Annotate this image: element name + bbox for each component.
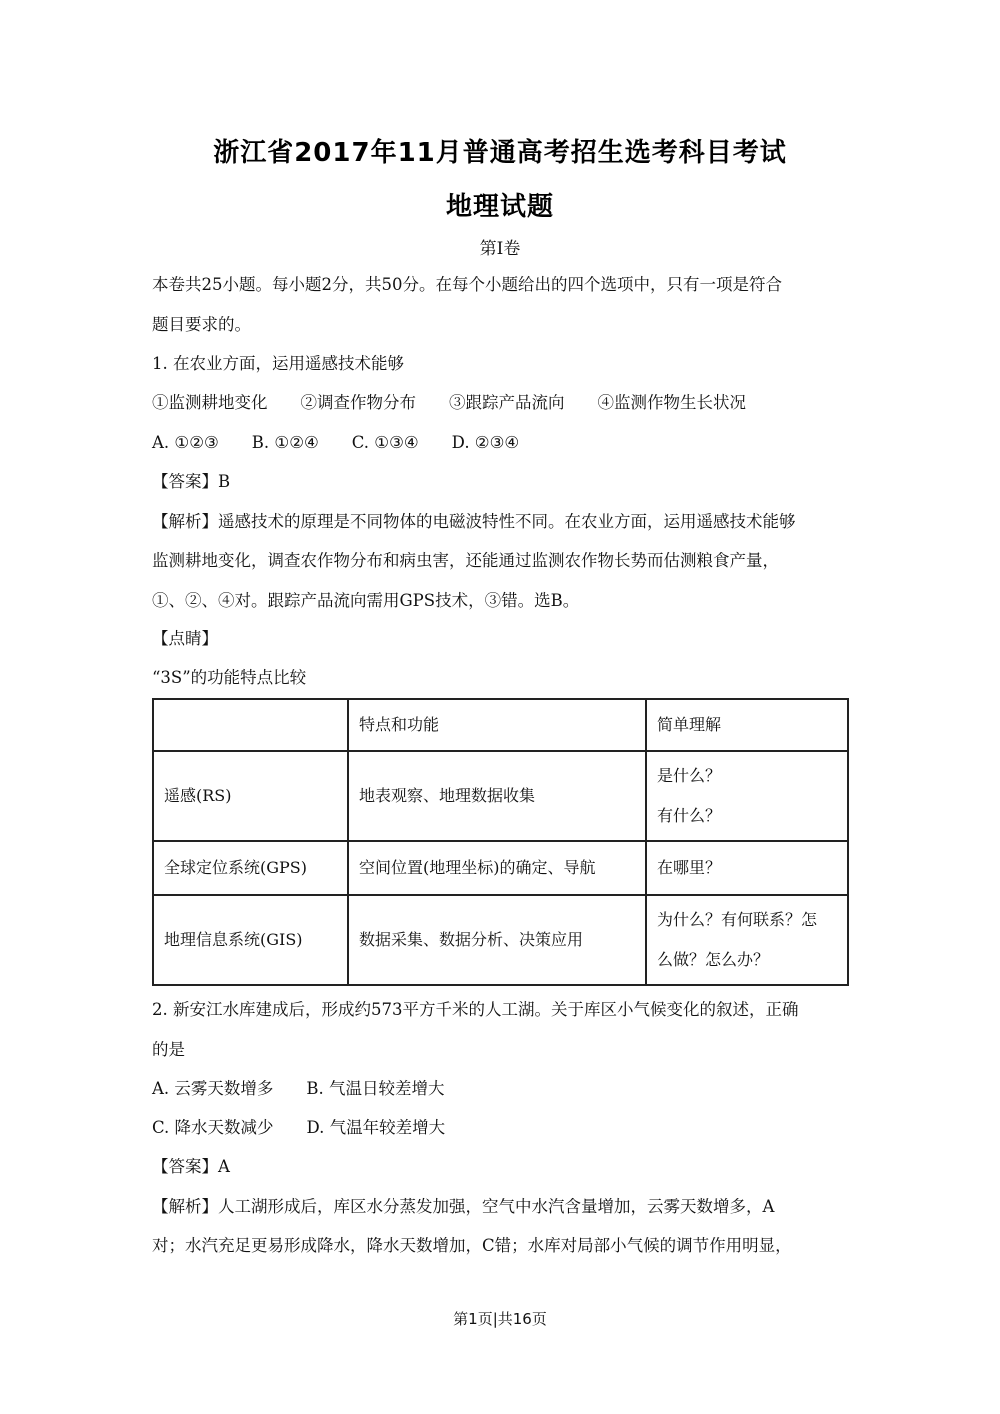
- table-row: [153, 751, 848, 841]
- table-cell-meaning: [646, 841, 848, 895]
- analysis-label: 【解析】: [152, 1197, 218, 1216]
- table-cell-name: 全球定位系统(GPS): [153, 841, 348, 895]
- meaning-line: 么做？怎么办？: [657, 950, 770, 969]
- q1-items: ①监测耕地变化 ②调查作物分布 ③跟踪产品流向 ④监测作物生长状况: [152, 393, 746, 412]
- exam-subtitle: 地理试题: [445, 192, 554, 222]
- analysis-label: 【解析】: [152, 512, 218, 531]
- q2-analysis-line-1: [152, 1195, 774, 1219]
- meaning-line: 为什么？有何联系？怎: [657, 910, 818, 929]
- table-cell-name: 遥感(RS): [153, 751, 348, 841]
- analysis-text: 人工湖形成后，库区水分蒸发加强，空气中水汽含量增加，云雾天数增多，A: [218, 1197, 775, 1216]
- answer-value: B: [218, 472, 231, 491]
- q1-answer: [152, 470, 230, 494]
- q1-stem: 1. 在农业方面，运用遥感技术能够: [152, 354, 404, 373]
- table-header-row: [153, 699, 848, 751]
- q2-options-line-2: C. 降水天数减少 D. 气温年较差增大: [152, 1118, 446, 1137]
- table-cell-feature: 地表观察、地理数据收集: [348, 751, 646, 841]
- q1-analysis-line-1: [152, 510, 796, 534]
- q2-stem-line-1: 2. 新安江水库建成后，形成约573平方千米的人工湖。关于库区小气候变化的叙述，正确: [152, 1000, 799, 1019]
- table-row: [153, 841, 848, 895]
- answer-value: A: [218, 1157, 230, 1176]
- q2-stem-line-2: 的是: [152, 1040, 185, 1059]
- table-cell-meaning: [646, 751, 848, 841]
- table-cell-meaning: [646, 895, 848, 985]
- exam-title: 浙江省2017年11月普通高考招生选考科目考试: [213, 138, 787, 168]
- 3s-comparison-table: [152, 698, 849, 986]
- table-cell-feature: 数据采集、数据分析、决策应用: [348, 895, 646, 985]
- answer-label: 【答案】: [152, 472, 218, 491]
- q2-answer: [152, 1155, 230, 1179]
- volume-label: 第Ⅰ卷: [479, 239, 521, 259]
- table-header-cell: 特点和功能: [348, 699, 646, 751]
- table-header-cell: [153, 699, 348, 751]
- intro-line-1: 本卷共25小题。每小题2分，共50分。在每个小题给出的四个选项中，只有一项是符合: [152, 275, 782, 294]
- q1-analysis-line-3: ①、②、④对。跟踪产品流向需用GPS技术，③错。选B。: [152, 591, 580, 610]
- q2-analysis-line-2: 对；水汽充足更易形成降水，降水天数增加，C错；水库对局部小气候的调节作用明显，: [152, 1236, 792, 1255]
- q1-analysis-line-2: 监测耕地变化，调查农作物分布和病虫害，还能通过监测农作物长势而估测粮食产量，: [152, 551, 779, 570]
- intro-line-2: 题目要求的。: [152, 315, 251, 334]
- meaning-line: 有什么？: [657, 806, 722, 825]
- table-cell-feature: 空间位置(地理坐标)的确定、导航: [348, 841, 646, 895]
- answer-label: 【答案】: [152, 1157, 218, 1176]
- q1-tip-label: 【点睛】: [152, 629, 218, 648]
- page-footer: 第1页|共16页: [453, 1310, 547, 1328]
- q1-options: A. ①②③ B. ①②④ C. ①③④ D. ②③④: [152, 433, 520, 452]
- meaning-line: 在哪里？: [657, 858, 722, 877]
- analysis-text: 遥感技术的原理是不同物体的电磁波特性不同。在农业方面，运用遥感技术能够: [218, 512, 796, 531]
- q2-options-line-1: A. 云雾天数增多 B. 气温日较差增大: [152, 1079, 445, 1098]
- meaning-line: 是什么？: [657, 766, 722, 785]
- table-caption: “3S”的功能特点比较: [152, 668, 307, 687]
- table-row: [153, 895, 848, 985]
- table-header-cell: 简单理解: [646, 699, 848, 751]
- table-cell-name: 地理信息系统(GIS): [153, 895, 348, 985]
